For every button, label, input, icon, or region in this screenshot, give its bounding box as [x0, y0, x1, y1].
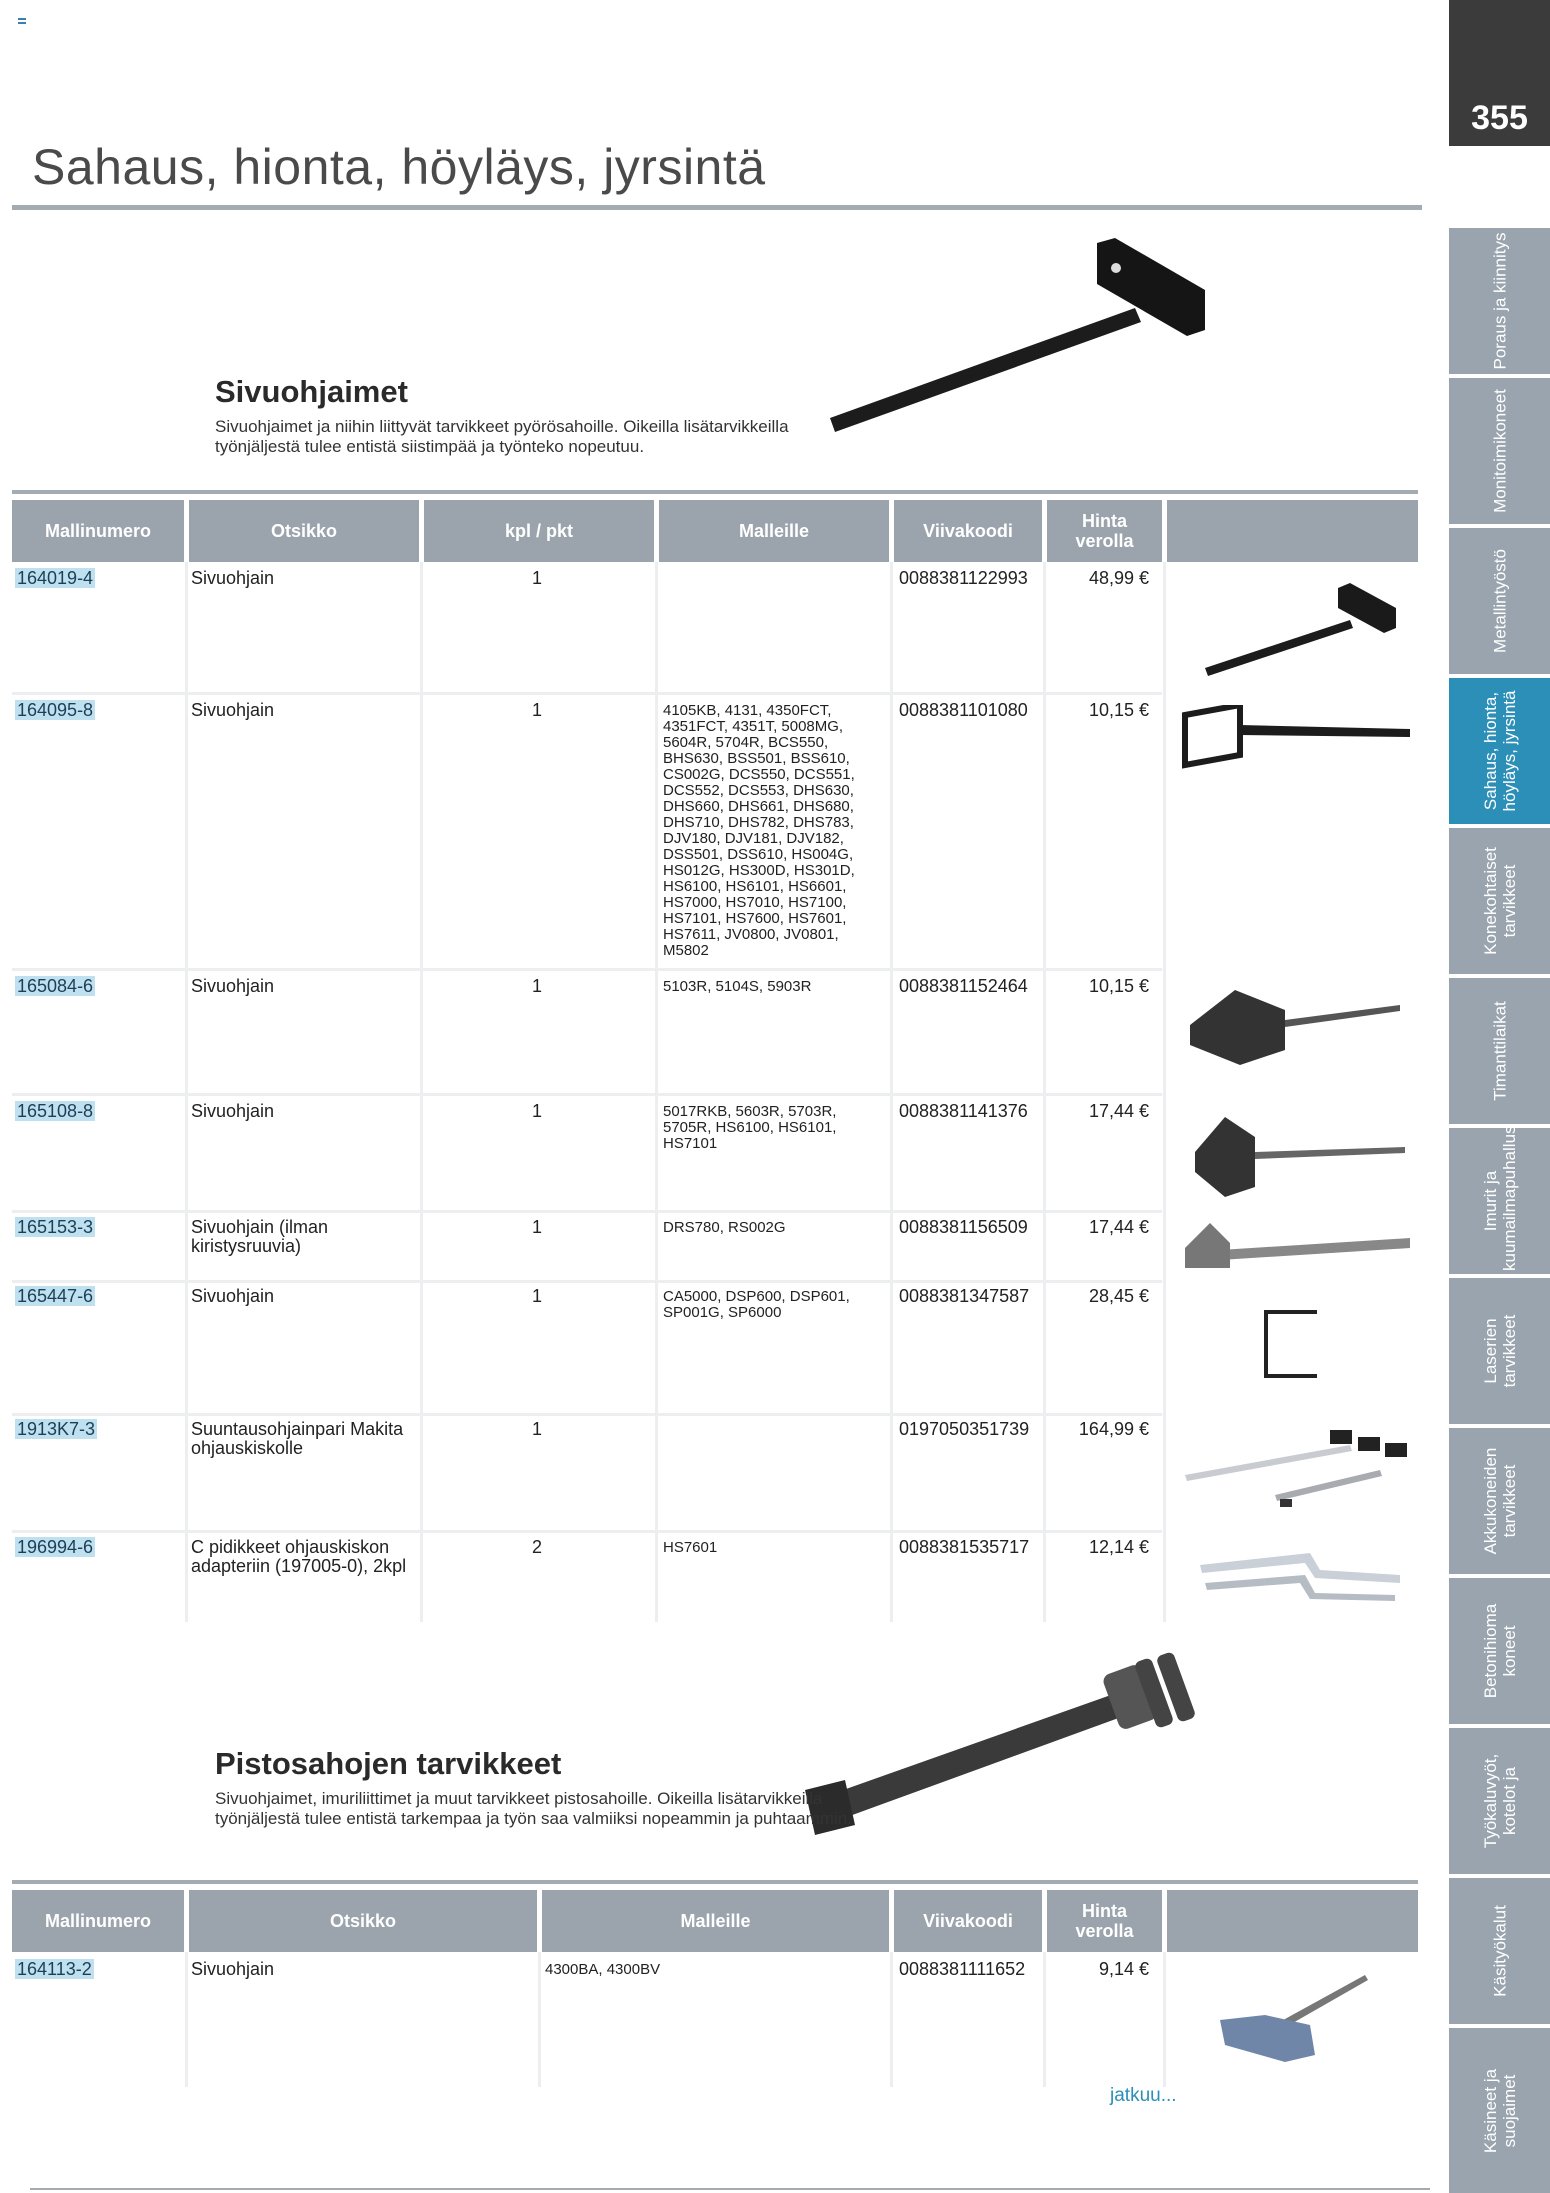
page-number: [1449, 0, 1550, 146]
product-name: C pidikkeet ohjauskiskon adapteriin (197005-0), 2kpl: [191, 1537, 407, 1576]
side-tab-label: Käsineet ja suojaimet: [1480, 2068, 1519, 2153]
product-code-text[interactable]: 1913K7-3: [17, 1419, 96, 1439]
t1-row-divider: [12, 1093, 1162, 1096]
product-code[interactable]: [15, 701, 95, 720]
product-name: Sivuohjain: [191, 1286, 275, 1306]
product-code[interactable]: [15, 1538, 95, 1557]
side-tab-label: Timanttilaikat: [1490, 1001, 1509, 1101]
product-qty: 1: [532, 700, 543, 720]
side-tab-imurit[interactable]: [1449, 1125, 1550, 1274]
t1-col-divider: [1163, 562, 1166, 1622]
side-tab-label: Imurit ja kuumailmapuhallus: [1480, 1125, 1519, 1271]
t1-header-hinta-text: Hinta verolla: [1075, 511, 1134, 551]
t1-header-mallinumero: Mallinumero: [12, 500, 184, 562]
side-tab-label: Monitoimikoneet: [1490, 389, 1509, 513]
t1-header-malleille: Malleille: [659, 500, 889, 562]
side-tab-laserien[interactable]: [1449, 1278, 1550, 1424]
product-barcode: 0088381156509: [899, 1217, 1028, 1237]
product-image: [1215, 1970, 1375, 2065]
t2-header-hinta-text: Hinta verolla: [1075, 1901, 1134, 1941]
side-tab-label: Sahaus, hionta, höyläys, jyrsintä: [1480, 690, 1519, 812]
product-qty: 1: [532, 1419, 543, 1439]
side-tab-konekohtaiset[interactable]: [1449, 828, 1550, 974]
section1-description: Sivuohjaimet ja niihin liittyvät tarvikkeet pyörösahoille. Oikeilla lisätarvikkeilla työnjäljestä tulee entistä siistimpää ja työnteko nopeutuu.: [215, 417, 789, 456]
product-barcode: 0088381141376: [899, 1101, 1028, 1121]
product-code-text[interactable]: 196994-6: [17, 1537, 94, 1557]
side-tab-betonihioma[interactable]: [1449, 1578, 1550, 1724]
side-tab-poraus[interactable]: [1449, 228, 1550, 374]
product-models: 4105KB, 4131, 4350FCT, 4351FCT, 4351T, 5008MG, 5604R, 5704R, BCS550, BHS630, BSS501, BSS610, CS002G, DCS550, DCS551, DCS552, DCS553, DHS630, DHS660, DHS661, DHS680, DHS710, DHS782, DHS783, DJV180, DJV181, DJV182, DSS501, DSS610, HS004G, HS012G, HS300D, HS301D, HS6100, HS6101, HS6601, HS7000, HS7010, HS7100, HS7101, HS7600, HS7601, HS7611, JV0800, JV0801, M5802: [663, 702, 855, 959]
product-qty: 1: [532, 1101, 543, 1121]
t1-row-divider: [12, 1210, 1162, 1213]
side-tab-sahaus[interactable]: [1449, 678, 1550, 824]
t2-header-image: [1167, 1890, 1418, 1952]
t1-header-image: [1167, 500, 1418, 562]
product-image: [1180, 705, 1415, 775]
product-price: 12,14 €: [1088, 1537, 1149, 1557]
side-tab-label: Akkukoneiden tarvikkeet: [1480, 1447, 1519, 1555]
side-tab-tyokaluvyot[interactable]: [1449, 1728, 1550, 1874]
section1-title: Sivuohjaimet: [215, 374, 408, 409]
product-image: [1185, 1112, 1410, 1202]
t2-col-divider: [1043, 1952, 1046, 2087]
continued-link[interactable]: jatkuu...: [1110, 2085, 1177, 2106]
t2-header-malleille: Malleille: [542, 1890, 889, 1952]
product-price: 164,99 €: [1078, 1419, 1149, 1439]
product-code[interactable]: [15, 569, 95, 588]
side-tab-monitoimikoneet[interactable]: [1449, 378, 1550, 524]
product-image: [1180, 1218, 1415, 1273]
product-name: Sivuohjain: [191, 1959, 275, 1979]
product-barcode: 0088381535717: [899, 1537, 1030, 1557]
product-code[interactable]: [15, 1218, 95, 1237]
product-price: 48,99 €: [1088, 568, 1149, 588]
t1-row-divider: [12, 692, 1162, 695]
product-code[interactable]: [15, 1287, 95, 1306]
product-code-text[interactable]: 164113-2: [17, 1959, 92, 1979]
t1-row-divider: [12, 1280, 1162, 1283]
side-tab-label: Työkaluvyöt, kotelot ja: [1480, 1753, 1519, 1849]
product-image: [1200, 578, 1400, 678]
product-models: 5103R, 5104S, 5903R: [663, 978, 812, 995]
product-qty: 1: [532, 976, 543, 996]
product-code-text[interactable]: 164095-8: [17, 700, 94, 720]
product-qty: 2: [532, 1537, 543, 1557]
section2-description: Sivuohjaimet, imuriliittimet ja muut tarvikkeet pistosahoille. Oikeilla lisätarvikkeilla työnjäljestä tulee entistä tarkempaa ja työn saa valmiiksi nopeammin ja puhtaammin.: [215, 1789, 852, 1828]
side-tab-timanttilaikat[interactable]: [1449, 978, 1550, 1124]
section2-title: Pistosahojen tarvikkeet: [215, 1746, 562, 1781]
product-name: Sivuohjain: [191, 976, 275, 996]
product-code[interactable]: [15, 977, 95, 996]
product-barcode: 0088381101080: [899, 700, 1028, 720]
product-qty: 1: [532, 1217, 543, 1237]
side-tab-kasityokalut[interactable]: [1449, 1878, 1550, 2024]
side-tab-label: Betonihioma koneet: [1480, 1603, 1519, 1699]
product-image: [1190, 1545, 1410, 1605]
t1-header-kpl: kpl / pkt: [424, 500, 654, 562]
product-name: Sivuohjain: [191, 568, 275, 588]
product-price: 17,44 €: [1088, 1101, 1149, 1121]
product-price: 10,15 €: [1088, 976, 1149, 996]
t1-header-hinta: [1047, 500, 1162, 562]
side-tab-akkukoneiden[interactable]: [1449, 1428, 1550, 1574]
product-code[interactable]: [15, 1960, 94, 1979]
bottom-divider: [30, 2188, 1430, 2190]
t1-header-otsikko: Otsikko: [189, 500, 419, 562]
t1-col-divider: [655, 562, 658, 1622]
product-image: [1180, 1425, 1415, 1515]
product-name: Sivuohjain: [191, 700, 275, 720]
product-models: 4300BA, 4300BV: [545, 1961, 661, 1978]
product-price: 28,45 €: [1088, 1286, 1149, 1306]
t2-col-divider: [1163, 1952, 1166, 2087]
product-barcode: 0088381111652: [899, 1959, 1026, 1979]
product-models: CA5000, DSP600, DSP601, SP001G, SP6000: [663, 1288, 850, 1321]
section1-divider: [12, 490, 1418, 494]
t2-header-viivakoodi: Viivakoodi: [894, 1890, 1042, 1952]
t2-header-otsikko: Otsikko: [189, 1890, 537, 1952]
product-barcode: 0088381347587: [899, 1286, 1030, 1306]
t2-col-divider: [890, 1952, 893, 2087]
t1-row-divider: [12, 1413, 1162, 1416]
product-name: Suuntausohjainpari Makita ohjauskiskolle: [191, 1419, 404, 1458]
side-tab-metallintyosto[interactable]: [1449, 528, 1550, 674]
section2-divider: [12, 1880, 1418, 1884]
product-code[interactable]: [15, 1102, 95, 1121]
side-tab-kasineet[interactable]: [1449, 2028, 1550, 2193]
product-price: 10,15 €: [1088, 700, 1149, 720]
t2-header-hinta: [1047, 1890, 1162, 1952]
product-price: 9,14 €: [1098, 1959, 1149, 1979]
product-code-text[interactable]: 164019-4: [17, 568, 94, 588]
product-barcode: 0088381122993: [899, 568, 1028, 588]
t1-header-viivakoodi: Viivakoodi: [894, 500, 1042, 562]
t1-col-divider: [185, 562, 188, 1622]
page-title: Sahaus, hionta, höyläys, jyrsintä: [32, 139, 766, 195]
page-number-text: 355: [1471, 99, 1528, 137]
side-tab-label: Poraus ja kiinnitys: [1490, 232, 1509, 370]
product-image: [1185, 985, 1405, 1075]
product-image: [1260, 1308, 1320, 1380]
product-name: Sivuohjain: [191, 1101, 275, 1121]
side-tab-label: Käsityökalut: [1490, 1905, 1509, 1997]
product-barcode: 0088381152464: [899, 976, 1028, 996]
side-guide-hero-image: [825, 238, 1210, 438]
product-code[interactable]: [15, 1420, 97, 1439]
product-code-text[interactable]: 165153-3: [17, 1217, 94, 1237]
t1-col-divider: [1043, 562, 1046, 1622]
side-tab-label: Laserien tarvikkeet: [1480, 1314, 1519, 1388]
product-models: HS7601: [663, 1539, 718, 1556]
product-qty: 1: [532, 1286, 543, 1306]
t2-header-mallinumero: Mallinumero: [12, 1890, 184, 1952]
product-code-text[interactable]: 165108-8: [17, 1101, 94, 1121]
t1-row-divider: [12, 968, 1162, 971]
product-qty: 1: [532, 568, 543, 588]
product-code-text[interactable]: 165084-6: [17, 976, 94, 996]
product-models: DRS780, RS002G: [663, 1219, 786, 1236]
t2-col-divider: [185, 1952, 188, 2087]
product-name: Sivuohjain (ilman kiristysruuvia): [191, 1217, 329, 1256]
product-models: 5017RKB, 5603R, 5703R, 5705R, HS6100, HS6101, HS7101: [663, 1103, 837, 1152]
product-barcode: 0197050351739: [899, 1419, 1030, 1439]
title-divider: [12, 205, 1422, 210]
product-price: 17,44 €: [1088, 1217, 1149, 1237]
menu-icon[interactable]: [18, 18, 26, 24]
side-tab-label: Konekohtaiset tarvikkeet: [1480, 847, 1519, 955]
product-code-text[interactable]: 165447-6: [17, 1286, 94, 1306]
t2-col-divider: [538, 1952, 541, 2087]
side-tab-label: Metallintyöstö: [1490, 549, 1509, 653]
t1-col-divider: [420, 562, 423, 1622]
t1-col-divider: [890, 562, 893, 1622]
t1-row-divider: [12, 1530, 1162, 1533]
